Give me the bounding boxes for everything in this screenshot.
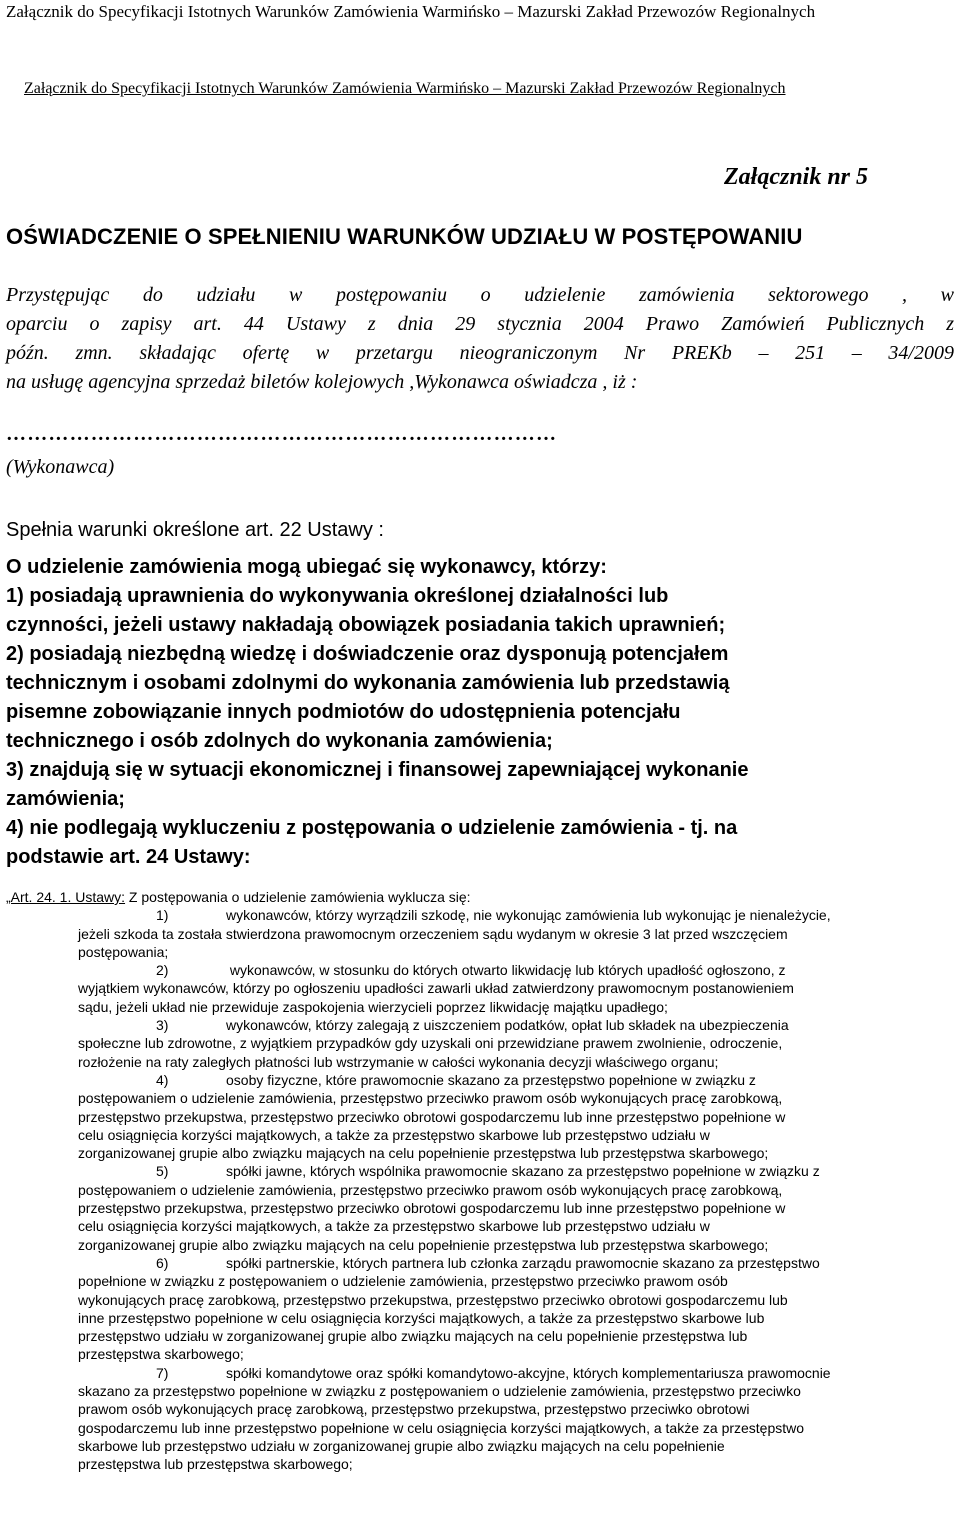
contractor-label: (Wykonawca): [6, 456, 115, 478]
article-item-line: zorganizowanej grupie albo związku mających na celu popełnienie przestępstwa lub przestępstwa skarbowego;: [78, 1145, 769, 1162]
article-heading: [6, 888, 956, 906]
article-item-line: przestępstwa skarbowego;: [78, 1346, 244, 1363]
article-item-line: zorganizowanej grupie albo związku mających na celu popełnienie przestępstwa lub przestępstwa skarbowego;: [78, 1236, 769, 1253]
conditions-line: 2) posiadają niezbędną wiedzę i doświadczenie oraz dysponują potencjałem: [6, 643, 729, 665]
article-item-line: inne przestępstwo popełnione w celu osiągnięcia korzyści majątkowych, a także za przestępstwo skarbowe lub: [78, 1309, 765, 1326]
article-item-line: przestępstwa lub przestępstwa skarbowego;: [78, 1456, 353, 1473]
article-item-line: postępowaniem o udzielenie zamówienia, przestępstwo przeciwko prawom osób wykonujących pracę zarobkową,: [78, 1090, 783, 1107]
article-item-line: jeżeli szkoda ta została stwierdzona prawomocnym orzeczeniem sądu wydanym w okresie 3 lat przed wszczęciem: [78, 925, 788, 942]
conditions-line: technicznym i osobami zdolnymi do wykonania zamówienia lub przedstawią: [6, 672, 730, 694]
article-item-line: popełnione w związku z postępowaniem o udzielenie zamówienia, przestępstwo przeciwko prawom osób: [78, 1273, 728, 1290]
article-item-first-line: [6, 1364, 956, 1382]
article-item-line: gospodarczemu lub inne przestępstwo popełnione w celu osiągnięcia korzyści majątkowych, a także za przestępstwo: [78, 1419, 805, 1436]
article-item-line: celu osiągnięcia korzyści majątkowych, a także za przestępstwo skarbowe lub przestępstwo udziału w: [78, 1218, 710, 1235]
article-item-number: 1): [156, 907, 169, 924]
article-item-first-line: [6, 906, 956, 924]
conditions-line: czynności, jeżeli ustawy nakładają obowiązek posiadania takich uprawnień;: [6, 614, 726, 636]
article-item-first-line: [6, 1162, 956, 1180]
conditions-paragraph: [6, 553, 956, 872]
article-item-text: wykonawców, którzy wyrządzili szkodę, nie wykonując zamówienia lub wykonując je nienależycie,: [226, 907, 831, 924]
signature-dots: ……………………………………………………………………: [6, 423, 558, 445]
article-item-line: celu osiągnięcia korzyści majątkowych, a także za przestępstwo skarbowe lub przestępstwo udziału w: [78, 1126, 710, 1143]
article-item-text: spółki komandytowe oraz spółki komandytowo-akcyjne, których komplementariusza prawomocnie: [226, 1364, 831, 1381]
article-item-line: skarbowe lub przestępstwo udziału w zorganizowanej grupie albo związku mających na celu popełnienie: [78, 1437, 725, 1454]
article-item-line: przestępstwo udziału w zorganizowanej grupie albo związku mających na celu popełnienie przestępstwa lub: [78, 1328, 748, 1345]
conditions-line: zamówienia;: [6, 788, 125, 810]
conditions-line: 1) posiadają uprawnienia do wykonywania określonej działalności lub: [6, 585, 669, 607]
article-item-number: 6): [156, 1254, 169, 1271]
article-item-line: wyjątkiem wykonawców, którzy po ogłoszeniu upadłości zawarli układ zatwierdzony prawomocnym postanowieniem: [78, 980, 794, 997]
intro-line: na usługę agencyjna sprzedaż biletów kolejowych ,Wykonawca oświadcza , iż :: [6, 371, 638, 393]
article-item-number: 3): [156, 1017, 169, 1034]
conditions-line: O udzielenie zamówienia mogą ubiegać się wykonawcy, którzy:: [6, 556, 607, 578]
article-item-first-line: [6, 961, 956, 979]
article-item-first-line: [6, 1071, 956, 1089]
article-item-number: 4): [156, 1071, 169, 1088]
article-item-line: prawom osób wykonujących pracę zarobkową, przestępstwo przekupstwa, przestępstwo przeciwko obrotowi: [78, 1401, 750, 1418]
annex-number: Załącznik nr 5: [724, 164, 869, 190]
fulfils-statement: Spełnia warunki określone art. 22 Ustawy :: [6, 519, 384, 541]
article-item-text: wykonawców, w stosunku do których otwarto likwidację lub których upadłość ogłoszono, z: [226, 962, 786, 979]
header-line-underlined: Załącznik do Specyfikacji Istotnych Warunków Zamówienia Warmińsko – Mazurski Zakład Przewozów Regionalnych: [24, 80, 786, 97]
conditions-line: technicznego i osób zdolnych do wykonania zamówienia;: [6, 730, 553, 752]
conditions-line: pisemne zobowiązanie innych podmiotów do udostępnienia potencjału: [6, 701, 681, 723]
article-heading-text: Z postępowania o udzielenie zamówienia wyklucza się:: [125, 889, 471, 905]
article-item-number: 2): [156, 962, 169, 979]
article-item-line: skazano za przestępstwo popełnione w związku z postępowaniem o udzielenie zamówienia, przestępstwo przeciwko: [78, 1383, 801, 1400]
article-item-text: spółki jawne, których wspólnika prawomocnie skazano za przestępstwo popełnione w związku z: [226, 1163, 820, 1180]
header-line-top: Załącznik do Specyfikacji Istotnych Warunków Zamówienia Warmińsko – Mazurski Zakład Przewozów Regionalnych: [6, 2, 816, 21]
article-item-line: społeczne lub zdrowotne, z wyjątkiem przypadków gdy uzyskali oni przewidziane prawem zwolnienie, odroczenie,: [78, 1035, 783, 1052]
conditions-line: podstawie art. 24 Ustawy:: [6, 846, 251, 868]
article-item-number: 7): [156, 1364, 169, 1381]
article-item-line: postępowania;: [78, 943, 169, 960]
intro-line: Przystępując do udziału w postępowaniu o udzielenie zamówienia sektorowego , w: [6, 284, 954, 306]
article-item-line: wykonujących pracę zarobkową, przestępstwo przekupstwa, przestępstwo przeciwko obrotowi gospodarczemu lub: [78, 1291, 788, 1308]
article-item-line: rozłożenie na raty zaległych płatności lub wstrzymanie w całości wykonania decyzji właściwego organu;: [78, 1053, 719, 1070]
document-title: OŚWIADCZENIE O SPEŁNIENIU WARUNKÓW UDZIAŁU W POSTĘPOWANIU: [6, 224, 803, 249]
intro-line: oparciu o zapisy art. 44 Ustawy z dnia 29 stycznia 2004 Prawo Zamówień Publicznych z: [6, 313, 954, 335]
intro-paragraph: [6, 281, 954, 397]
article-reference: „Art. 24. 1. Ustawy:: [6, 889, 126, 905]
article-item-line: przestępstwo przekupstwa, przestępstwo przeciwko obrotowi gospodarczemu lub inne przestępstwo popełnione w: [78, 1108, 786, 1125]
article-item-line: przestępstwo przekupstwa, przestępstwo przeciwko obrotowi gospodarczemu lub inne przestępstwo popełnione w: [78, 1200, 786, 1217]
article-item-text: spółki partnerskie, których partnera lub członka zarządu prawomocnie skazano za przestępstwo: [226, 1254, 820, 1271]
article-item-number: 5): [156, 1163, 169, 1180]
article-item-line: postępowaniem o udzielenie zamówienia, przestępstwo przeciwko prawom osób wykonujących pracę zarobkową,: [78, 1181, 783, 1198]
article-item-text: osoby fizyczne, które prawomocnie skazano za przestępstwo popełnione w związku z: [226, 1071, 756, 1088]
article-item-first-line: [6, 1016, 956, 1034]
article-item-line: sądu, jeżeli układ nie przewiduje zaspokojenia wierzycieli poprzez likwidację majątku upadłego;: [78, 998, 668, 1015]
article-24-text: [6, 888, 956, 1474]
conditions-line: 4) nie podlegają wykluczeniu z postępowania o udzielenie zamówienia - tj. na: [6, 817, 738, 839]
article-item-first-line: [6, 1254, 956, 1272]
intro-line: późn. zmn. składając ofertę w przetargu nieograniczonym Nr PREKb – 251 – 34/2009: [6, 342, 954, 364]
article-item-text: wykonawców, którzy zalegają z uiszczeniem podatków, opłat lub składek na ubezpieczenia: [226, 1017, 789, 1034]
conditions-line: 3) znajdują się w sytuacji ekonomicznej i finansowej zapewniającej wykonanie: [6, 759, 749, 781]
